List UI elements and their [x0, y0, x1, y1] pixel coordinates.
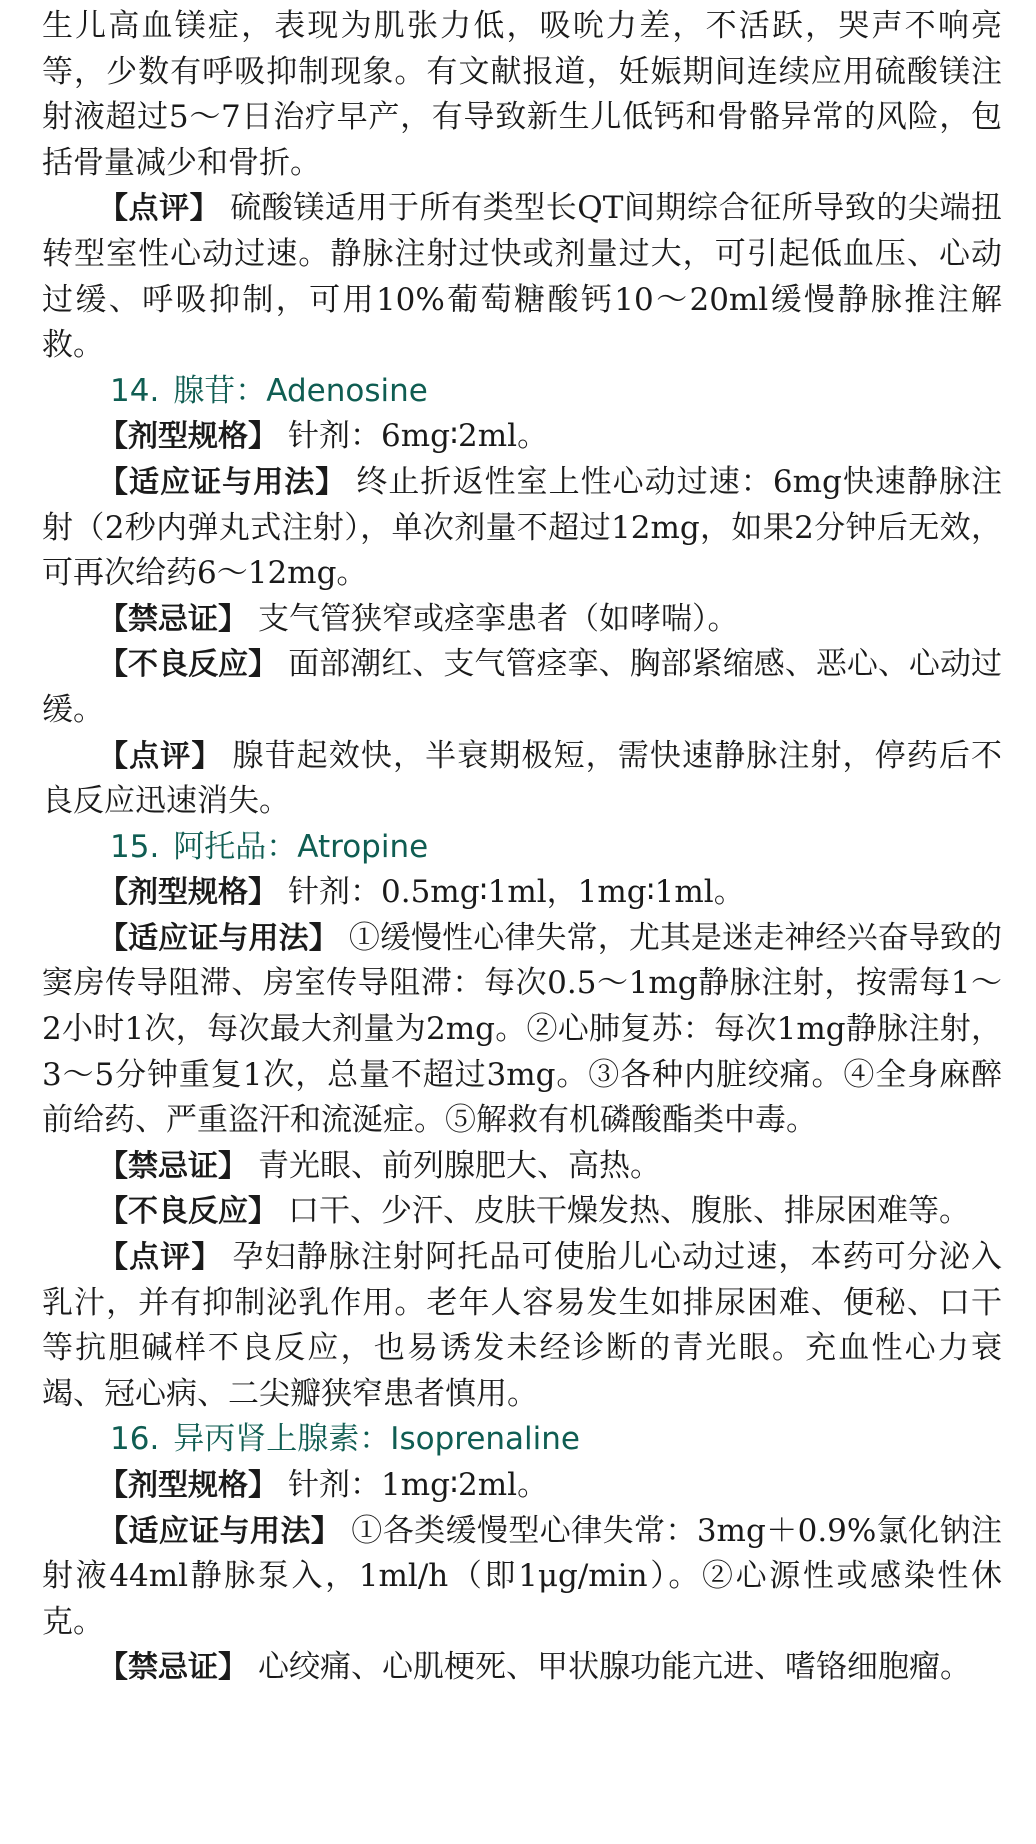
section-indications	[42, 1509, 1002, 1646]
section-indications	[42, 916, 1002, 1144]
section-indications	[42, 460, 1002, 597]
section-contraindications	[42, 1645, 1002, 1691]
section-text: ①各类缓慢型心律失常：3mg＋0.9%氯化钠注射液44ml静脉泵入，1ml/h（即1μg/min）。②心源性或感染性休克。	[42, 1512, 1003, 1640]
drug-number: 15.	[110, 828, 160, 865]
section-label: 【剂型规格】	[98, 875, 278, 911]
section-text: 针剂：1mg∶2ml。	[288, 1467, 549, 1503]
section-text: 面部潮红、支气管痉挛、胸部紧缩感、恶心、心动过缓。	[42, 646, 1003, 728]
section-text: 孕妇静脉注射阿托品可使胎儿心动过速，本药可分泌入乳汁，并有抑制泌乳作用。老年人容易发生如排尿困难、便秘、口干等抗胆碱样不良反应，也易诱发未经诊断的青光眼。充血性心力衰竭、冠心病、二尖瓣狭窄患者慎用。	[42, 1239, 1003, 1412]
section-label: 【禁忌证】	[98, 1148, 248, 1184]
section-label: 【适应证与用法】	[98, 464, 347, 500]
section-label: 【点评】	[98, 191, 221, 227]
section-dosage-form	[42, 1463, 1002, 1509]
section-label: 【适应证与用法】	[98, 1513, 342, 1549]
section-label: 【禁忌证】	[98, 1650, 248, 1686]
drug-number: 14.	[110, 372, 160, 409]
drug-name: 阿托品：Atropine	[173, 828, 429, 865]
section-text: 支气管狭窄或痉挛患者（如哮喘）。	[258, 600, 739, 637]
section-text: 硫酸镁适用于所有类型长QT间期综合征所导致的尖端扭转型室性心动过速。静脉注射过快或剂量过大，可引起低血压、心动过缓、呼吸抑制，可用10%葡萄糖酸钙10～20ml缓慢静脉推注解救。	[42, 190, 1003, 364]
section-label: 【不良反应】	[98, 1194, 278, 1230]
section-comment	[42, 734, 1002, 825]
drug-heading-isoprenaline	[42, 1417, 1002, 1463]
section-text: 青光眼、前列腺肥大、高热。	[258, 1147, 661, 1184]
section-text: ①缓慢性心律失常，尤其是迷走神经兴奋导致的窦房传导阻滞、房室传导阻滞：每次0.5～1mg静脉注射，按需每1～2小时1次，每次最大剂量为2mg。②心肺复苏：每次1mg静脉注射，3～5分钟重复1次，总量不超过3mg。③各种内脏绞痛。④全身麻醉前给药、严重盗汗和流涎症。⑤解救有机磷酸酯类中毒。	[42, 919, 1003, 1139]
section-text: 心绞痛、心肌梗死、甲状腺功能亢进、嗜铬细胞瘤。	[258, 1649, 971, 1686]
section-label: 【不良反应】	[98, 647, 279, 683]
drug-heading-adenosine	[42, 369, 1002, 415]
section-dosage-form	[42, 870, 1002, 916]
section-comment	[42, 1235, 1002, 1417]
section-label: 【剂型规格】	[98, 1468, 278, 1503]
section-adverse-reactions	[42, 642, 1002, 733]
section-text: 腺苷起效快，半衰期极短，需快速静脉注射，停药后不良反应迅速消失。	[42, 737, 1003, 820]
intro-comment-paragraph	[42, 186, 1002, 368]
section-text: 终止折返性室上性心动过速：6mg快速静脉注射（2秒内弹丸式注射），单次剂量不超过12mg，如果2分钟后无效，可再次给药6～12mg。	[42, 463, 1003, 592]
section-label: 【禁忌证】	[98, 601, 248, 637]
drug-name: 异丙肾上腺素：Isoprenaline	[173, 1421, 580, 1458]
drug-name: 腺苷：Adenosine	[173, 372, 428, 409]
section-label: 【点评】	[98, 738, 223, 774]
drug-number: 16.	[110, 1421, 160, 1458]
drug-heading-atropine	[42, 825, 1002, 871]
section-text: 针剂：6mg∶2ml。	[288, 418, 549, 455]
section-label: 【适应证与用法】	[98, 920, 339, 956]
intro-paragraph	[42, 4, 1002, 186]
section-adverse-reactions	[42, 1189, 1002, 1235]
section-contraindications	[42, 1144, 1002, 1190]
section-dosage-form	[42, 414, 1002, 460]
section-text: 口干、少汗、皮肤干燥发热、腹胀、排尿困难等。	[288, 1193, 970, 1230]
section-label: 【点评】	[98, 1240, 223, 1276]
section-label: 【剂型规格】	[98, 419, 278, 455]
section-text: 针剂：0.5mg∶1ml，1mg∶1ml。	[288, 874, 745, 911]
section-contraindications	[42, 597, 1002, 643]
document-page	[42, 4, 1002, 1691]
intro-text: 生儿高血镁症，表现为肌张力低，吸吮力差，不活跃，哭声不响亮等，少数有呼吸抑制现象。有文献报道，妊娠期间连续应用硫酸镁注射液超过5～7日治疗早产，有导致新生儿低钙和骨骼异常的风险，包括骨量减少和骨折。	[42, 8, 1002, 181]
